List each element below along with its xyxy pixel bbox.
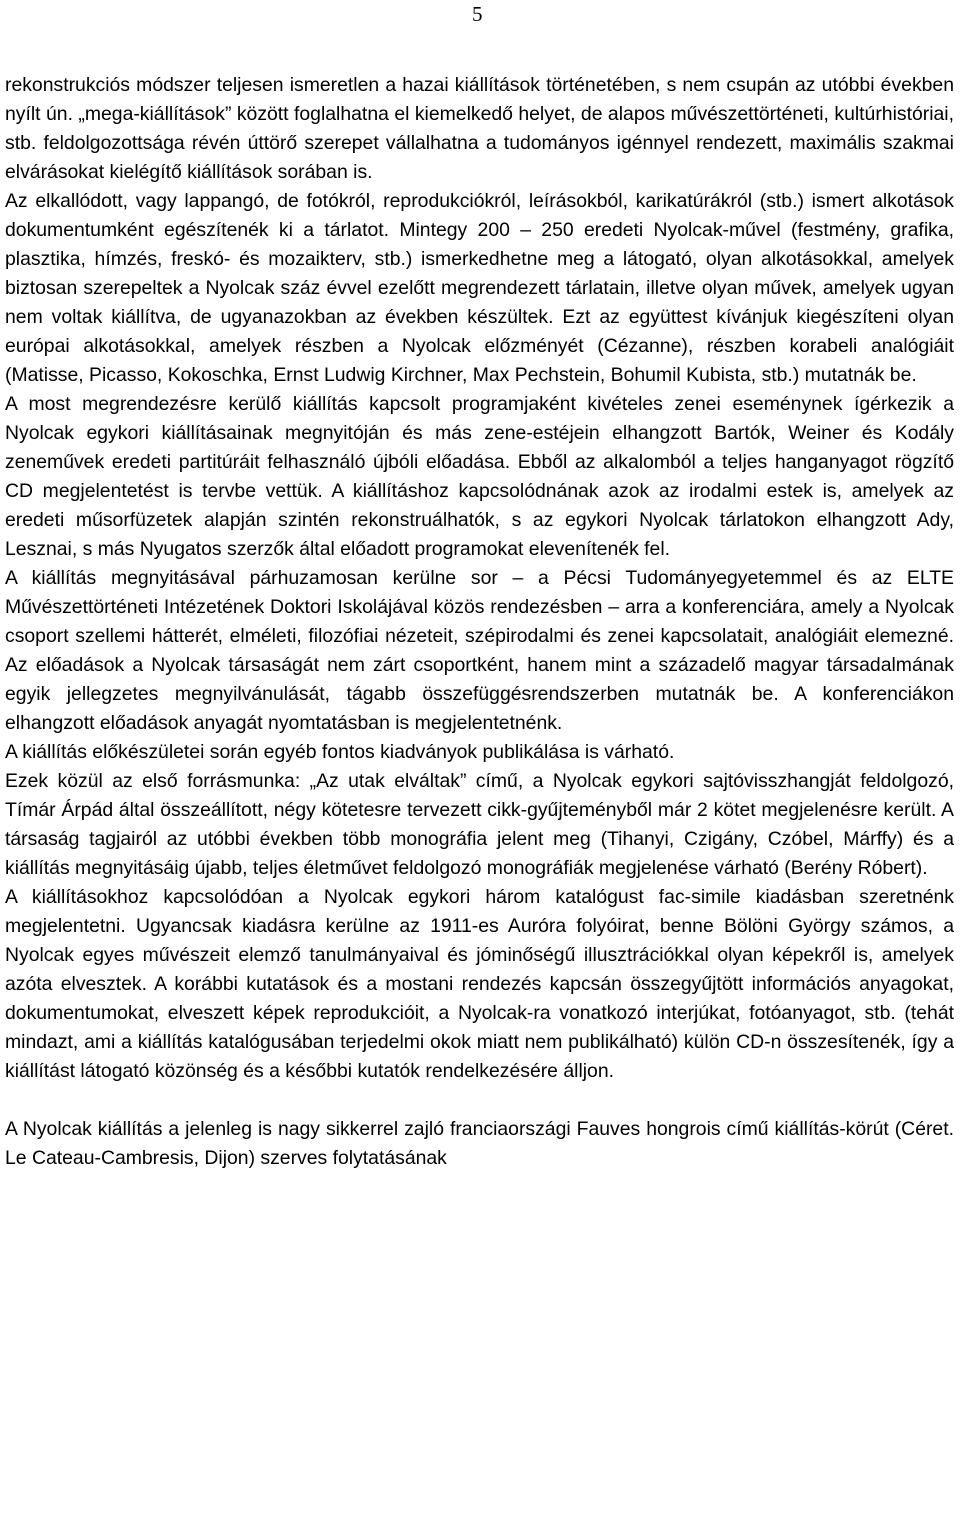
paragraph-6: Ezek közül az első forrásmunka: „Az utak elváltak” című, a Nyolcak egykori sajtóvisszhangját feldolgozó, Tímár Árpád által összeállított, négy kötetesre tervezett cikk-gyűjteményből már 2 kötet megjelenésre került. A társaság tagjairól az utóbbi években több monográfia jelent meg (Tihanyi, Czigány, Czóbel, Márffy) és a kiállítás megnyitásáig újabb, teljes életművet feldolgozó monográfiák megjelenése várható (Berény Róbert). [5,770,954,879]
paragraph-1: rekonstrukciós módszer teljesen ismeretlen a hazai kiállítások történetében, s nem csupán az utóbbi években nyílt ún. „mega-kiállítások” között foglalhatna el kiemelkedő helyet, de alapos művészettörténeti, kultúrhistóriai, stb. feldolgozottsága révén úttörő szerepet vállalhatna a tudományos igénnyel rendezett, maximális szakmai elvárásokat kielégítő kiállítások sorában is. [5,74,954,183]
paragraph-2: Az elkallódott, vagy lappangó, de fotókról, reprodukciókról, leírásokból, karikatúrákról (stb.) ismert alkotások dokumentumként egészítenék ki a tárlatot. Mintegy 200 – 250 eredeti Nyolcak-művel (festmény, grafika, plasztika, hímzés, freskó- és mozaikterv, stb.) ismerkedhetne meg a látogató, olyan alkotásokkal, amelyek biztosan szerepeltek a Nyolcak száz évvel ezelőtt megrendezett tárlatain, illetve olyan művek, amelyek ugyan nem voltak kiállítva, de ugyanazokban az években készültek. Ezt az együttest kívánjuk kiegészíteni olyan európai alkotásokkal, amelyek részben a Nyolcak előzményét (Cézanne), részben korabeli analógiáit (Matisse, Picasso, Kokoschka, Ernst Ludwig Kirchner, Max Pechstein, Bohumil Kubista, stb.) mutatnák be. [5,190,954,386]
paragraph-3: A most megrendezésre kerülő kiállítás kapcsolt programjaként kivételes zenei eseménynek ígérkezik a Nyolcak egykori kiállításainak megnyitóján és más zene-estéjein elhangzott Bartók, Weiner és Kodály zeneművek eredeti partitúráit felhasználó újbóli előadása. Ebből az alkalomból a teljes hanganyagot rögzítő CD megjelentetést is tervbe vettük. A kiállításhoz kapcsolódnának azok az irodalmi estek is, amelyek az eredeti műsorfüzetek alapján szintén rekonstruálhatók, s az egykori Nyolcak tárlatokon elhangzott Ady, Lesznai, s más Nyugatos szerzők által előadott programokat elevenítenék fel. [5,393,954,560]
paragraph-5: A kiállítás előkészületei során egyéb fontos kiadványok publikálása is várható. [5,741,675,763]
paragraph-4: A kiállítás megnyitásával párhuzamosan kerülne sor – a Pécsi Tudományegyetemmel és az ELTE Művészettörténeti Intézetének Doktori Iskolájával közös rendezésben – arra a konferenciára, amely a Nyolcak csoport szellemi hátterét, elméleti, filozófiai nézeteit, szépirodalmi és zenei kapcsolatait, analógiáit elemezné. Az előadások a Nyolcak társaságát nem zárt csoportként, hanem mint a századelő magyar társadalmának egyik jellegzetes megnyilvánulását, tágabb összefüggésrendszerben mutatnák be. A konferenciákon elhangzott előadások anyagát nyomtatásban is megjelentetnénk. [5,567,954,734]
page-number: 5 [472,2,483,26]
body-text [5,71,954,1173]
paragraph-7: A kiállításokhoz kapcsolódóan a Nyolcak egykori három katalógust fac-simile kiadásban szeretnénk megjelentetni. Ugyancsak kiadásra kerülne az 1911-es Auróra folyóirat, benne Bölöni György számos, a Nyolcak egyes művészeit elemző tanulmányaival és jóminőségű illusztrációkkal olyan képekről is, amelyek azóta elvesztek. A korábbi kutatások és a mostani rendezés kapcsán összegyűjtött információs anyagokat, dokumentumokat, elveszett képek reprodukcióit, a Nyolcak-ra vonatkozó interjúkat, fotóanyagot, stb. (tehát mindazt, ami a kiállítás katalógusában terjedelmi okok miatt nem publikálható) külön CD-n összesítenék, így a kiállítást látogató közönség és a későbbi kutatók rendelkezésére álljon. [5,886,954,1082]
paragraph-8: A Nyolcak kiállítás a jelenleg is nagy sikkerrel zajló franciaországi Fauves hongrois című kiállítás-körút (Céret. Le Cateau-Cambresis, Dijon) szerves folytatásának [5,1118,954,1169]
